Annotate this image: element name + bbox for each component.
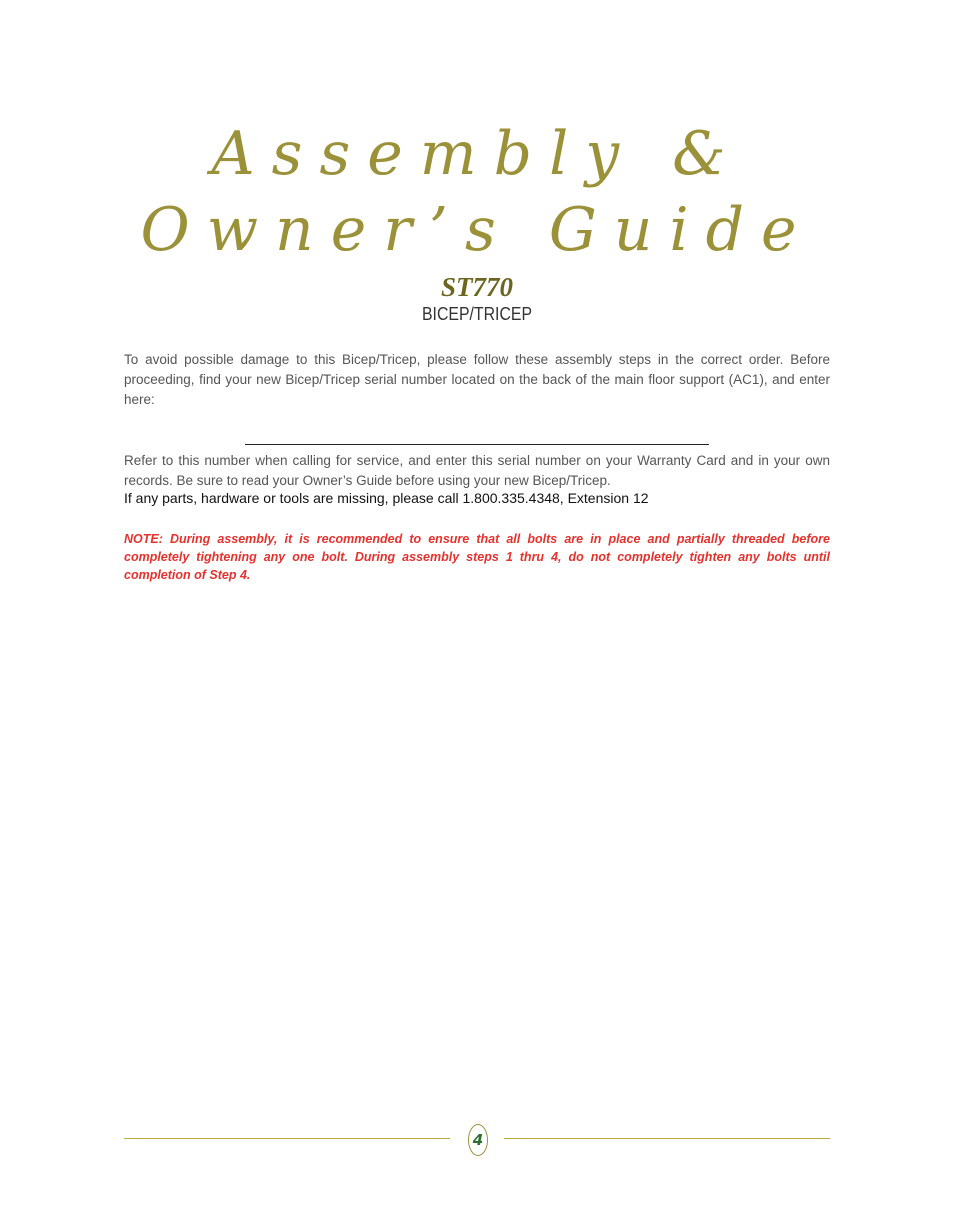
- service-paragraph: Refer to this number when calling for service, and enter this serial number on your Warranty Card and in your own records. Be sure to read your Owner’s Guide before using your new Bicep/Tricep.: [124, 453, 830, 488]
- title-line-1: Assembly &: [211, 119, 743, 189]
- model-number: ST770: [440, 272, 513, 302]
- title-line-2: Owner’s Guide: [140, 195, 814, 265]
- product-subtitle: BICEP/TRICEP: [421, 304, 533, 324]
- missing-parts-text: If any parts, hardware or tools are missing, please call 1.800.335.4348, Extension 12: [124, 490, 649, 506]
- intro-paragraph: To avoid possible damage to this Bicep/Tricep, please follow these assembly steps in the correct order. Before proceeding, find your new Bicep/Tricep serial number located on the back of the main floor support (AC1), and enter here:: [124, 352, 830, 407]
- page-number-badge: [468, 1124, 488, 1156]
- serial-number-blank-line: [245, 444, 709, 445]
- assembly-note: NOTE: During assembly, it is recommended to ensure that all bolts are in place and partially threaded before completely tightening any one bolt. During assembly steps 1 thru 4, do not completely tighten any bolts until completion of Step 4.: [124, 532, 830, 582]
- footer-rule-right: [504, 1138, 830, 1139]
- footer-rule-left: [124, 1138, 450, 1139]
- page-number: 4: [472, 1131, 484, 1149]
